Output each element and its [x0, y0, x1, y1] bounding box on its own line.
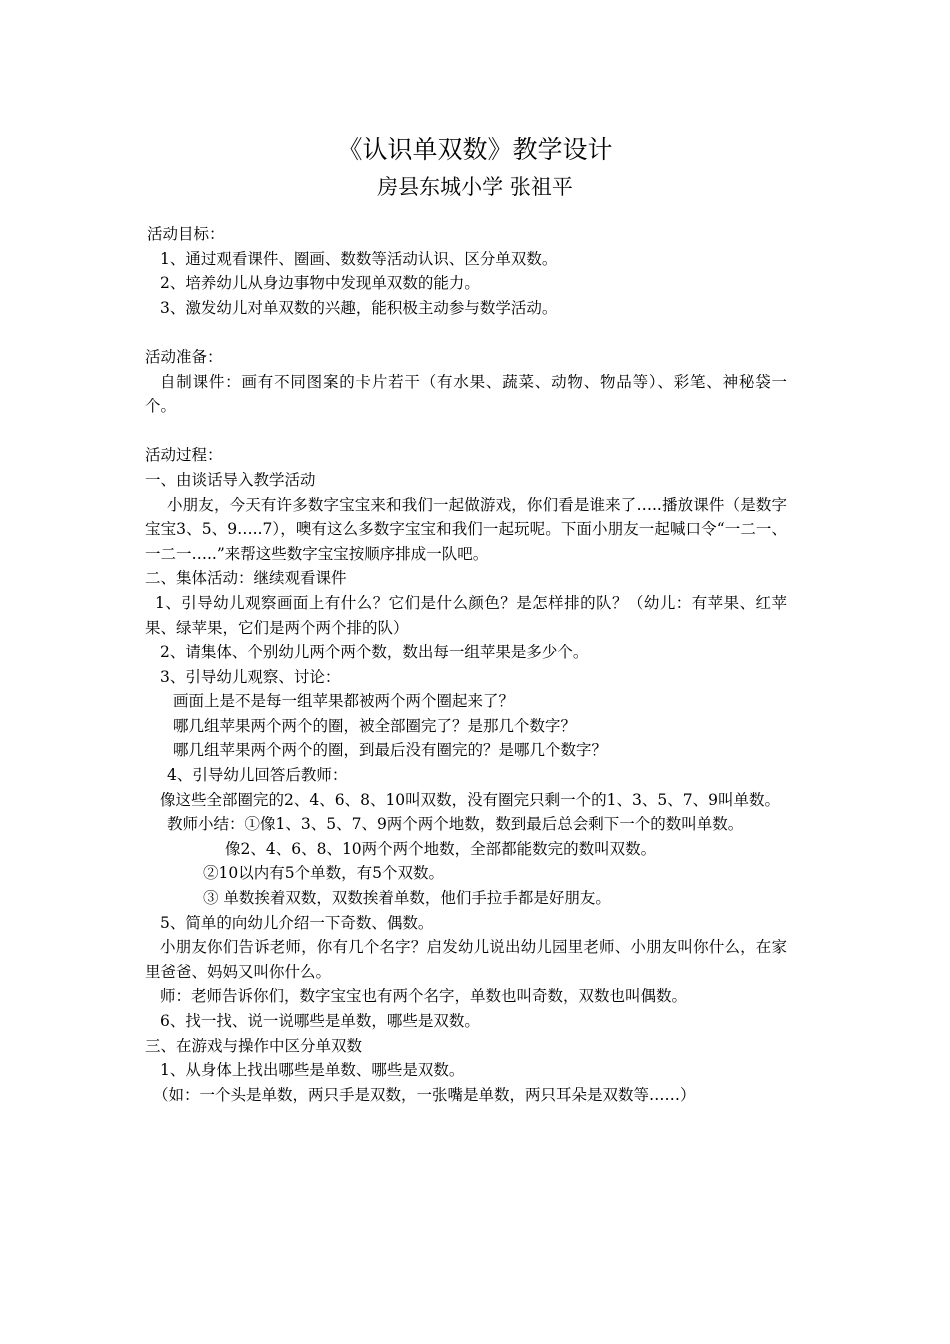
paragraph-line: 3、引导幼儿观察、讨论：	[160, 667, 341, 686]
paragraph-line: 2、请集体、个别幼儿两个两个数，数出每一组苹果是多少个。	[160, 643, 589, 662]
paragraph-line: 师：老师告诉你们，数字宝宝也有两个名字，单数也叫奇数，双数也叫偶数。	[160, 987, 688, 1006]
section-heading: 一、由谈话导入教学活动	[145, 470, 316, 489]
section-heading: 二、集体活动：继续观看课件	[145, 569, 347, 588]
document-title: 《认识单双数》教学设计	[337, 135, 613, 164]
paragraph-line: 1、通过观看课件、圈画、数数等活动认识、区分单双数。	[160, 249, 558, 268]
paragraph-line: 2、培养幼儿从身边事物中发现单双数的能力。	[160, 274, 480, 293]
paragraph-line: 6、找一找、说一说哪些是单数，哪些是双数。	[160, 1012, 480, 1030]
paragraph-line: 1、从身体上找出哪些是单数、哪些是双数。	[160, 1061, 465, 1080]
section-heading: 活动过程：	[145, 446, 223, 465]
paragraph-line: 像2、4、6、8、10两个两个地数，全部都能数完的数叫双数。	[225, 839, 657, 858]
paragraph-line: 画面上是不是每一组苹果都被两个两个圈起来了？	[173, 692, 515, 711]
paragraph-line: （如：一个头是单数，两只手是双数，一张嘴是单数，两只耳朵是双数等……）	[153, 1085, 696, 1104]
blank-line	[145, 320, 787, 345]
paragraph-line: ②10以内有5个单数，有5个双数。	[203, 864, 444, 883]
paragraph-line: ③ 单数挨着双数，双数挨着单数，他们手拉手都是好朋友。	[203, 889, 611, 908]
paragraph-line: 5、简单的向幼儿介绍一下奇数、偶数。	[160, 913, 434, 932]
paragraph-line: 像这些全部圈完的2、4、6、8、10叫双数，没有圈完只剩一个的1、3、5、7、9叫单数。	[160, 790, 780, 809]
blank-line	[145, 419, 787, 444]
paragraph-line: 哪几组苹果两个两个的圈，到最后没有圈完的？是哪几个数字？	[173, 741, 608, 760]
section-heading: 三、在游戏与操作中区分单双数	[145, 1036, 363, 1055]
paragraph-line: 3、激发幼儿对单双数的兴趣，能积极主动参与数学活动。	[160, 298, 558, 317]
paragraph-line: 1、引导幼儿观察画面上有什么？它们是什么颜色？是怎样排的队？（幼儿：有苹果、红苹果、绿苹果，它们是两个两个排的队）	[145, 593, 787, 637]
document-author: 房县东城小学 张祖平	[377, 175, 573, 199]
document-body	[145, 222, 787, 1107]
section-heading: 活动准备：	[145, 347, 223, 366]
paragraph-line: 哪几组苹果两个两个的圈，被全部圈完了？是那几个数字？	[173, 716, 577, 735]
paragraph-line: 小朋友你们告诉老师，你有几个名字？启发幼儿说出幼儿园里老师、小朋友叫你什么，在家里爸爸、妈妈又叫你什么。	[145, 938, 787, 981]
paragraph-line: 小朋友，今天有许多数字宝宝来和我们一起做游戏，你们看是谁来了…..播放课件（是数字宝宝3、5、9…..7），噢有这么多数字宝宝和我们一起玩呢。下面小朋友一起喊口令“一二一、一二一…..”来帮这些数字宝宝按顺序排成一队吧。	[145, 495, 787, 563]
paragraph-line: 自制课件：画有不同图案的卡片若干（有水果、蔬菜、动物、物品等）、彩笔、神秘袋一个。	[145, 372, 787, 416]
paragraph-line: 4、引导幼儿回答后教师：	[167, 766, 348, 785]
paragraph-line: 教师小结：①像1、3、5、7、9两个两个地数，数到最后总会剩下一个的数叫单数。	[167, 815, 744, 834]
section-heading: 活动目标：	[147, 225, 225, 243]
